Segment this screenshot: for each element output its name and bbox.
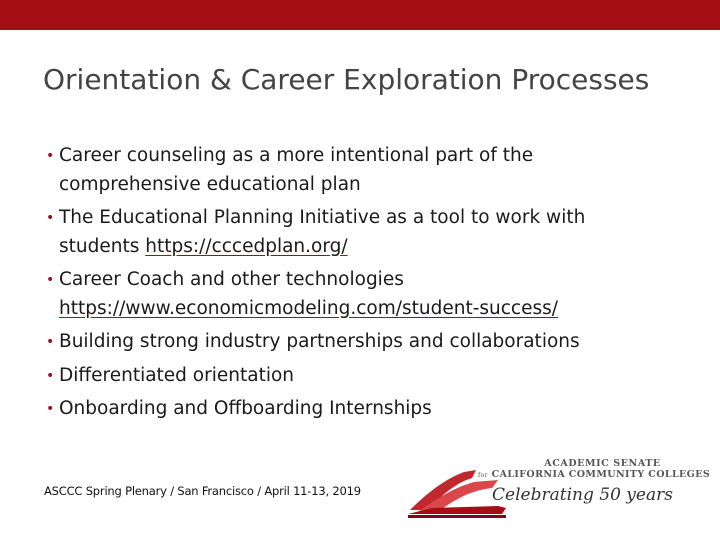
bullet-item bbox=[46, 362, 686, 391]
logo-line-2-small: for bbox=[478, 472, 488, 479]
bullet-text: comprehensive educational plan bbox=[59, 173, 361, 195]
bullet-dot-icon: • bbox=[46, 334, 55, 350]
bullet-item bbox=[46, 395, 686, 424]
logo-wordmark bbox=[478, 458, 711, 508]
bullet-dot-icon: • bbox=[46, 367, 55, 384]
economicmodeling-link[interactable]: https://www.economicmodeling.com/student-success/ bbox=[59, 297, 558, 319]
bullet-item bbox=[46, 142, 686, 199]
logo-tagline: Celebrating 50 years bbox=[492, 485, 673, 505]
slide-footer: ASCCC Spring Plenary / San Francisco / April 11-13, 2019 bbox=[44, 484, 361, 498]
bullet-text: students bbox=[59, 235, 146, 257]
bullet-item bbox=[46, 266, 686, 323]
bullet-text: Onboarding and Offboarding Internships bbox=[59, 398, 432, 419]
bullet-list bbox=[46, 142, 686, 429]
slide-title: Orientation & Career Exploration Processes bbox=[43, 63, 650, 96]
bullet-line bbox=[59, 233, 686, 262]
bullet-text: Career counseling as a more intentional part of the bbox=[59, 145, 534, 166]
logo-line-2-main: CALIFORNIA COMMUNITY COLLEGES bbox=[491, 469, 711, 480]
bullet-text: Building strong industry partnerships and collaborations bbox=[59, 331, 580, 352]
logo-line-2 bbox=[478, 469, 711, 482]
bullet-line bbox=[59, 295, 686, 324]
bullet-item bbox=[46, 204, 686, 261]
bullet-dot-icon: • bbox=[46, 148, 55, 164]
bullet-dot-icon: • bbox=[46, 401, 55, 417]
bullet-dot-icon: • bbox=[46, 272, 55, 288]
bullet-text: The Educational Planning Initiative as a tool to work with bbox=[59, 207, 586, 228]
academic-senate-logo bbox=[402, 458, 711, 524]
bullet-text: Career Coach and other technologies bbox=[59, 269, 404, 290]
bullet-item bbox=[46, 328, 686, 357]
top-color-band bbox=[0, 0, 720, 30]
bullet-text: Differentiated orientation bbox=[59, 364, 295, 386]
bullet-dot-icon: • bbox=[46, 210, 55, 226]
logo-line-1: ACADEMIC SENATE bbox=[544, 458, 661, 469]
cccedplan-link[interactable]: https://cccedplan.org/ bbox=[145, 235, 348, 257]
